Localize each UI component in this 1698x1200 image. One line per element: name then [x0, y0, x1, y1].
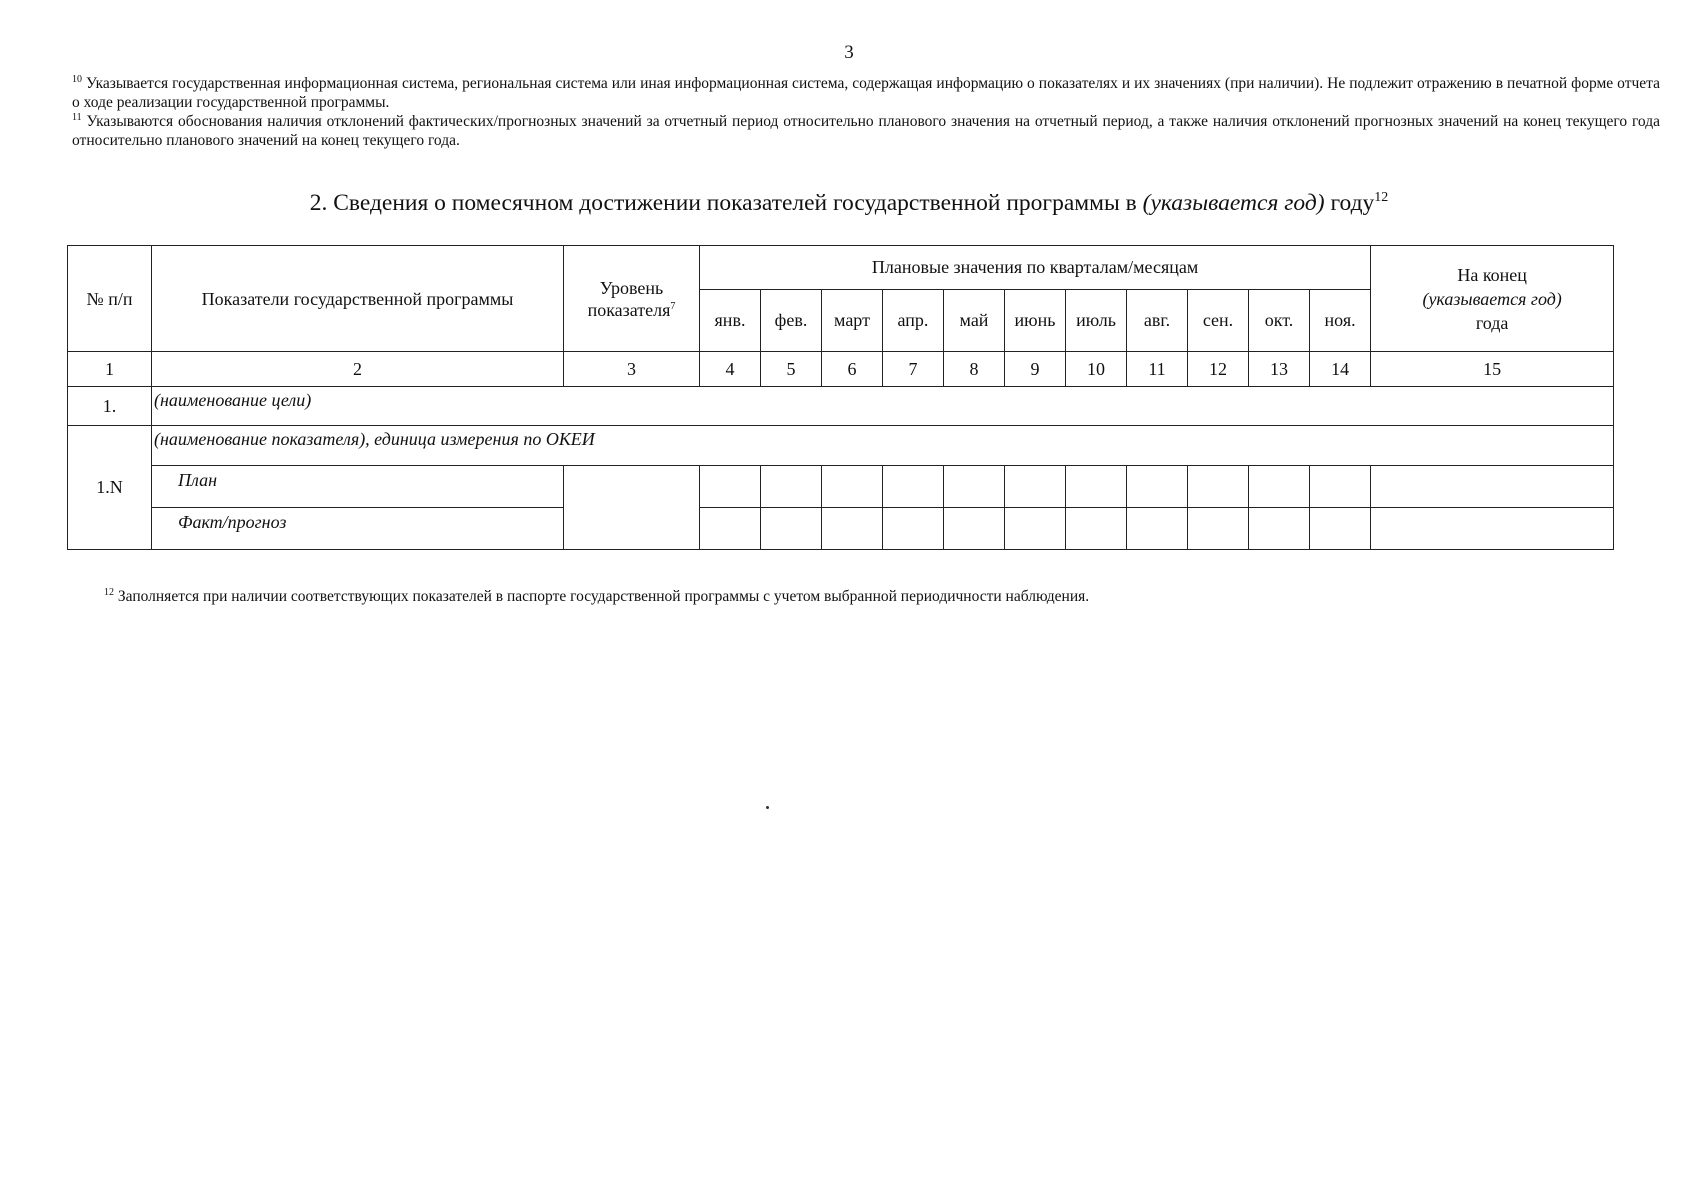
header-level: [564, 246, 700, 352]
scan-artifact-dot: [766, 806, 769, 809]
column-number: 6: [822, 352, 883, 387]
fact-value-cell: [944, 508, 1005, 550]
page-number: 3: [844, 42, 854, 63]
column-number: 15: [1371, 352, 1614, 387]
month-feb: фев.: [761, 290, 822, 352]
header-indicators: Показатели государственной программы: [152, 246, 564, 352]
column-number: 7: [883, 352, 944, 387]
plan-value-cell: [1188, 466, 1249, 508]
fact-value-cell: [1005, 508, 1066, 550]
plan-value-cell: [761, 466, 822, 508]
header-end-of-year: [1371, 246, 1614, 352]
column-numbers-row: [68, 352, 1614, 387]
footnote-mark: 12: [104, 586, 114, 598]
plan-row: [68, 466, 1614, 508]
fact-value-cell: [1249, 508, 1310, 550]
column-number: 11: [1127, 352, 1188, 387]
header-end-year-placeholder: (указывается год): [1422, 288, 1562, 309]
plan-label: План: [152, 466, 564, 508]
indicator-name: (наименование показателя), единица измерения по ОКЕИ: [152, 426, 1614, 466]
column-number: 8: [944, 352, 1005, 387]
plan-value-cell: [944, 466, 1005, 508]
month-jun: июнь: [1005, 290, 1066, 352]
column-number: 1: [68, 352, 152, 387]
header-number: № п/п: [68, 246, 152, 352]
month-nov: ноя.: [1310, 290, 1371, 352]
section-title-prefix: 2. Сведения о помесячном достижении показателей государственной программы в: [309, 190, 1143, 216]
fact-value-cell: [1127, 508, 1188, 550]
indicator-number: 1.N: [68, 426, 152, 550]
level-cell: [564, 466, 700, 550]
plan-value-cell: [1005, 466, 1066, 508]
column-number: 4: [700, 352, 761, 387]
month-aug: авг.: [1127, 290, 1188, 352]
header-level-text: Уровень показателя: [587, 277, 671, 320]
fact-value-cell: [700, 508, 761, 550]
column-number: 14: [1310, 352, 1371, 387]
footnote-mark: 11: [72, 111, 82, 123]
footnotes-top: [72, 74, 1660, 150]
column-number: 9: [1005, 352, 1066, 387]
plan-value-cell: [1127, 466, 1188, 508]
fact-value-cell: [883, 508, 944, 550]
month-apr: апр.: [883, 290, 944, 352]
plan-value-cell: [700, 466, 761, 508]
section-title-footnote-mark: 12: [1374, 190, 1389, 206]
month-mar: март: [822, 290, 883, 352]
plan-value-cell: [1066, 466, 1127, 508]
column-number: 3: [564, 352, 700, 387]
goal-row: [68, 387, 1614, 426]
footnote-11: [72, 112, 1660, 150]
month-jul: июль: [1066, 290, 1127, 352]
plan-end-year-cell: [1371, 466, 1614, 508]
header-end-label-2: года: [1475, 312, 1509, 333]
plan-value-cell: [883, 466, 944, 508]
fact-label: Факт/прогноз: [152, 508, 564, 550]
fact-value-cell: [1066, 508, 1127, 550]
month-oct: окт.: [1249, 290, 1310, 352]
footnote-text: Заполняется при наличии соответствующих показателей в паспорте государственной программы с учетом выбранной периодичности наблюдения.: [117, 588, 1090, 605]
goal-number: 1.: [68, 387, 152, 426]
column-number: 2: [152, 352, 564, 387]
indicator-row: [68, 426, 1614, 466]
fact-value-cell: [1310, 508, 1371, 550]
footnote-10: [72, 74, 1660, 112]
plan-value-cell: [822, 466, 883, 508]
indicators-table: [67, 245, 1614, 550]
column-number: 12: [1188, 352, 1249, 387]
fact-row: [68, 508, 1614, 550]
month-may: май: [944, 290, 1005, 352]
plan-value-cell: [1249, 466, 1310, 508]
fact-end-year-cell: [1371, 508, 1614, 550]
header-planned-values: Плановые значения по кварталам/месяцам: [700, 246, 1371, 290]
footnote-text: Указываются обоснования наличия отклонений фактических/прогнозных значений за отчетный период относительно планового значения на отчетный период, а также наличия отклонений прогнозных значений на конец текущего года относительно планового значений на конец текущего года.: [72, 113, 1660, 149]
section-title-year-placeholder: (указывается год): [1142, 190, 1325, 216]
header-row: [68, 246, 1614, 290]
fact-value-cell: [1188, 508, 1249, 550]
fact-value-cell: [822, 508, 883, 550]
fact-value-cell: [761, 508, 822, 550]
header-level-mark: 7: [670, 300, 676, 312]
month-sep: сен.: [1188, 290, 1249, 352]
header-end-label-1: На конец: [1457, 264, 1527, 285]
section-title-suffix: году: [1324, 190, 1375, 216]
column-number: 5: [761, 352, 822, 387]
month-jan: янв.: [700, 290, 761, 352]
footnote-mark: 10: [72, 73, 82, 85]
column-number: 10: [1066, 352, 1127, 387]
section-title: [0, 190, 1698, 217]
footnote-text: Указывается государственная информационная система, региональная система или иная информационная система, содержащая информацию о показателях и их значениях (при наличии). Не подлежит отражению в печатной форме отчета о ходе реализации государственной программы.: [72, 75, 1660, 111]
footnote-12: [104, 588, 1604, 606]
goal-name: (наименование цели): [152, 387, 1614, 426]
plan-value-cell: [1310, 466, 1371, 508]
column-number: 13: [1249, 352, 1310, 387]
